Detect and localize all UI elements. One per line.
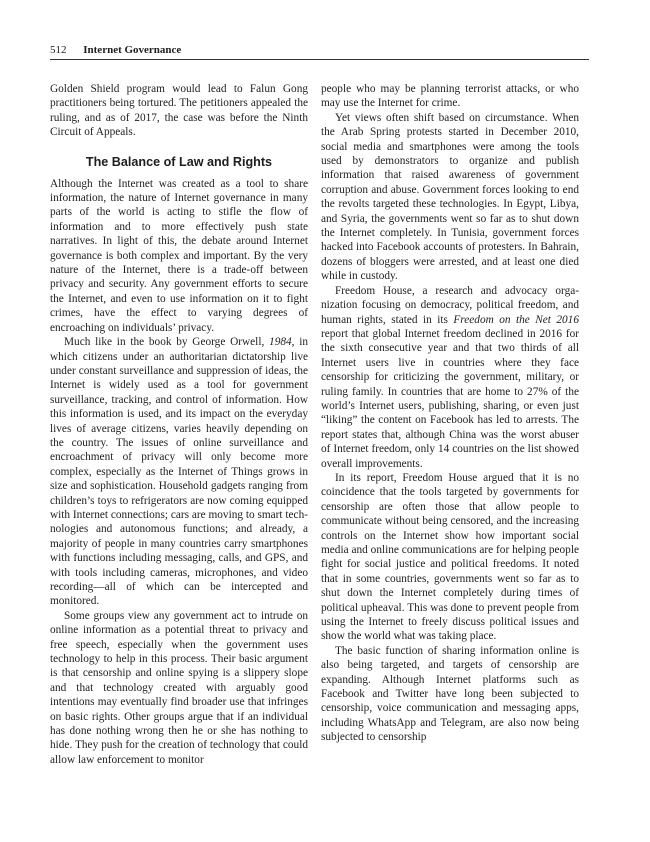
paragraph: Golden Shield program would lead to Falun Gong practitioners being tortured. The petitioners appealed the ruling, and as of 2017, the case was before the Ninth Circuit of Appeals.	[50, 83, 308, 139]
paragraph: Although the Internet was created as a tool to share information, the nature of Internet governance in many parts of the world is acting to stifle the flow of information and to more effectively push state narratives. In light of this, the debate around Internet governance is both complex and important. By the very nature of the Internet, there is a trade-off between privacy and security. Any government efforts to secure the Internet, and even to use information on it to fight crimes, have the effect to varying degrees of encroaching on individuals’ privacy.	[50, 177, 308, 334]
paragraph-text: report that global Internet freedom declined in 2016 for the sixth consecutive year and that two thirds of all Internet users live in countries where they face censorship for criticizing the government, military, or ruling family. In countries that are home to 27% of the world’s Internet users, publishing, sharing, or even just “liking” the content on Facebook has led to arrests. The report states that, although China was the worst abuser of Internet freedom, only 14 countries on the list showed overall improvements.	[321, 327, 579, 470]
paragraph: In its report, Freedom House argued that it is no coincidence that the tools targeted by governments for censorship are often those that allow people to communicate without being censored, and the increasing controls on the Internet show how important social media and online communications are for helping people fight for social justice and political freedoms. It noted that in some countries, governments went so far as to shut down the Internet completely during times of political upheaval. This was done to prevent people from using the Internet to freely discuss political issues and show the world what was taking place.	[321, 471, 579, 643]
paragraph-text: , in which citizens under an authoritarian dictatorship live under constant surveillance and suppression of ideas, the Internet is widely used as a tool for government surveillance, tracking, and control of information. How this information is used, and its impact on the everyday lives of average citizens, varies heavily depending on the country. The issues of online surveillance and encroachment of privacy will only become more complex, especially as the Internet of Things grows in size and sophistication. Household gadgets ranging from children’s toys to refrigerators are now coming equipped with Internet connections; cars are moving to smart technologies and autonomous functions; and already, a majority of people in many countries carry smartphones with functions including messaging, calls, and GPS, and with tools including cameras, microphones, and video recording—all of which can be intercepted and monitored.	[50, 336, 309, 608]
paragraph-text: Freedom House, a research and advocacy organization focusing on democracy, political freedom, and human rights, stated in its	[321, 284, 579, 326]
paragraph	[50, 335, 308, 609]
book-title: 1984	[269, 336, 292, 349]
running-header	[50, 43, 590, 59]
section-heading: The Balance of Law and Rights	[85, 154, 273, 169]
paragraph: Yet views often shift based on circumstance. When the Arab Spring protests started in December 2010, social media and smartphones were among the tools used by demonstrators to organize and publish information that raised awareness of government corruption and abuse. Government forces looking to end the revolts targeted these technologies. In Egypt, Libya, and Syria, the governments went so far as to shut down the Internet completely. In Tunisia, government forces hacked into Facebook accounts of protesters. In Bahrain, dozens of bloggers were arrested, and at least one died while in custody.	[321, 111, 579, 283]
running-title: Internet Governance	[83, 44, 182, 56]
paragraph	[321, 284, 579, 471]
left-column	[50, 82, 308, 767]
paragraph: The basic function of sharing information online is also being targeted, and targets of censorship are expanding. Although Internet platforms such as Facebook and Twitter have long been subjected to censorship, voice communication and messaging apps, including WhatsApp and Telegram, are also now being subjected to censorship	[321, 644, 579, 744]
header-rule	[50, 59, 589, 60]
right-column	[321, 82, 579, 745]
page-number: 512	[50, 44, 67, 56]
paragraph-text: Much like in the book by George Orwell,	[64, 336, 270, 349]
paragraph: Some groups view any government act to intrude on online information as a potential threat to privacy and free speech, especially when the government uses technology to help in this process. Their basic argument is that censorship and online spying is a slippery slope and that technology created with arguably good intentions may eventually find broader use that infringes on basic rights. Other groups argue that if an individual has done nothing wrong then he or she has nothing to hide. They push for the creation of technology that could allow law enforcement to monitor	[50, 609, 308, 766]
report-title: Freedom on the Net 2016	[453, 313, 579, 326]
paragraph: people who may be planning terrorist attacks, or who may use the Internet for crime.	[321, 83, 579, 110]
